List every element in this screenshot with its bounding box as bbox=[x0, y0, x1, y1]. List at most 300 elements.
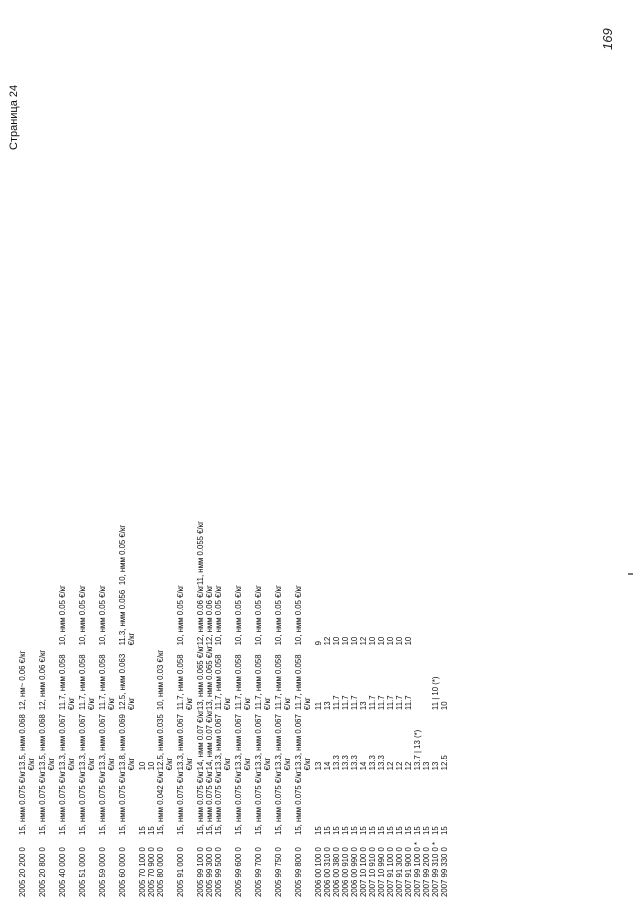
rate-cell bbox=[368, 710, 377, 770]
rate-value: 11.3, нмм 0.056 €/кг bbox=[118, 589, 136, 646]
table-row bbox=[332, 461, 341, 897]
tariff-code-cell bbox=[274, 835, 294, 897]
rate-cell bbox=[18, 521, 38, 585]
table-row bbox=[431, 461, 440, 897]
tariff-code-cell bbox=[323, 835, 332, 897]
rate-cell bbox=[38, 770, 58, 835]
table-row bbox=[118, 461, 138, 897]
tariff-code: 2005 99 100 0 bbox=[196, 847, 205, 897]
rate-cell bbox=[359, 710, 368, 770]
rate-value: 13.3, нмм 0.067 €/кг bbox=[98, 714, 116, 771]
table-row bbox=[254, 461, 274, 897]
tariff-code: 2005 60 000 0 bbox=[118, 847, 127, 897]
rate-cell bbox=[377, 461, 386, 521]
tariff-code: 2005 99 750 0 bbox=[274, 847, 283, 897]
tariff-code: 2006 00 310 0 bbox=[323, 847, 332, 897]
rate-value: 11.7 bbox=[404, 695, 413, 711]
rate-value: 12.5, нмм 0.035 €/кг bbox=[156, 714, 174, 771]
rate-cell bbox=[341, 770, 350, 835]
rate-value: 13.3 bbox=[350, 755, 359, 771]
rate-value: 15 bbox=[314, 826, 323, 835]
rate-cell bbox=[294, 521, 314, 585]
rate-cell bbox=[395, 585, 404, 645]
rate-cell bbox=[413, 770, 422, 835]
rate-value: 10, нмм 0.05 €/кг bbox=[118, 524, 127, 586]
rate-cell bbox=[214, 710, 234, 770]
tariff-code-cell bbox=[118, 835, 138, 897]
page-footer: Страница 24 bbox=[8, 84, 20, 150]
tariff-code: 2007 10 100 0 bbox=[359, 847, 368, 897]
tariff-code-cell bbox=[440, 835, 449, 897]
rate-value: 13 bbox=[431, 761, 440, 771]
tariff-code-cell bbox=[98, 835, 118, 897]
rate-value: 10 bbox=[440, 701, 449, 711]
rate-cell bbox=[98, 521, 118, 585]
tariff-code-cell bbox=[138, 835, 147, 897]
rate-cell bbox=[413, 461, 422, 521]
tariff-code: 2007 10 990 0 bbox=[377, 847, 386, 897]
tariff-code-cell bbox=[350, 835, 359, 897]
rate-cell bbox=[350, 770, 359, 835]
rate-cell bbox=[18, 645, 38, 710]
rate-cell bbox=[205, 585, 214, 645]
rate-value: 11.7 bbox=[368, 695, 377, 711]
table-row bbox=[98, 461, 118, 897]
rate-cell bbox=[440, 645, 449, 710]
tariff-code-cell bbox=[38, 835, 58, 897]
rate-cell bbox=[205, 461, 214, 521]
tariff-code: 2005 59 000 0 bbox=[98, 847, 107, 897]
rate-value: 15, нмм 0.075 €/кг bbox=[58, 770, 67, 835]
rate-cell bbox=[274, 710, 294, 770]
rate-cell bbox=[58, 585, 78, 645]
rate-cell bbox=[422, 770, 431, 835]
rate-value: 11.7 bbox=[377, 695, 386, 711]
rate-cell bbox=[254, 521, 274, 585]
rate-cell bbox=[440, 521, 449, 585]
rate-value: 10 bbox=[138, 761, 147, 771]
rate-cell bbox=[440, 770, 449, 835]
table-row bbox=[314, 461, 323, 897]
rate-value: 11.7, нмм 0.058 €/кг bbox=[98, 654, 116, 711]
rate-cell bbox=[431, 770, 440, 835]
rate-value: 13.3 bbox=[377, 755, 386, 771]
rate-cell bbox=[138, 770, 147, 835]
table-row bbox=[38, 461, 58, 897]
rate-cell bbox=[156, 585, 176, 645]
tariff-code: 2007 91 100 0 bbox=[386, 847, 395, 897]
rate-cell bbox=[395, 521, 404, 585]
rate-value: 15 bbox=[413, 826, 422, 835]
rate-cell bbox=[147, 585, 156, 645]
table-row bbox=[156, 461, 176, 897]
rate-value: 13.5, нмм 0.068 €/кг bbox=[38, 714, 56, 771]
tariff-code-cell bbox=[368, 835, 377, 897]
tariff-code: 2005 91 000 0 bbox=[176, 847, 185, 897]
rate-cell bbox=[156, 710, 176, 770]
tariff-code-cell bbox=[205, 835, 214, 897]
rate-value: 11.7, нмм 0.058 €/кг bbox=[176, 654, 194, 711]
rate-cell bbox=[332, 585, 341, 645]
rate-cell bbox=[58, 710, 78, 770]
rate-value: 11.7 bbox=[395, 695, 404, 711]
rate-cell bbox=[350, 461, 359, 521]
rate-value: 12 bbox=[395, 761, 404, 771]
rate-value: 13.3, нмм 0.067 €/кг bbox=[78, 714, 96, 771]
rate-cell bbox=[78, 461, 98, 521]
rate-cell bbox=[386, 770, 395, 835]
rate-cell bbox=[234, 461, 254, 521]
rate-cell bbox=[138, 645, 147, 710]
rate-cell bbox=[413, 521, 422, 585]
rate-value: 15 bbox=[404, 826, 413, 835]
rate-cell bbox=[404, 521, 413, 585]
rate-cell bbox=[156, 645, 176, 710]
tariff-code-cell bbox=[254, 835, 274, 897]
rate-cell bbox=[156, 770, 176, 835]
rate-cell bbox=[176, 461, 196, 521]
rate-value: 13.3, нмм 0.067 €/кг bbox=[214, 714, 232, 771]
tariff-code: 2005 99 600 0 bbox=[234, 847, 243, 897]
rate-cell bbox=[386, 710, 395, 770]
rate-cell bbox=[314, 770, 323, 835]
rate-value: 11.7 bbox=[341, 695, 350, 711]
rate-cell bbox=[58, 461, 78, 521]
tariff-code: 2006 00 910 0 bbox=[341, 847, 350, 897]
rate-value: 15 bbox=[377, 826, 386, 835]
rate-value: 10 bbox=[368, 636, 377, 646]
tariff-code-cell bbox=[78, 835, 98, 897]
tariff-code-cell bbox=[176, 835, 196, 897]
rate-cell bbox=[368, 521, 377, 585]
tariff-code-cell bbox=[156, 835, 176, 897]
rate-cell bbox=[18, 585, 38, 645]
tariff-code: 2005 70 100 0 bbox=[138, 847, 147, 897]
table-row bbox=[196, 461, 205, 897]
rate-value: 10, нмм 0.05 €/кг bbox=[214, 585, 223, 646]
rate-value: 15 bbox=[422, 826, 431, 835]
rate-value: 12 bbox=[386, 761, 395, 771]
rate-value: 10, нмм 0.03 €/кг bbox=[156, 649, 165, 711]
rate-cell bbox=[176, 770, 196, 835]
tariff-code: 2005 99 300 0 bbox=[205, 847, 214, 897]
rate-value: 15, нмм 0.075 €/кг bbox=[38, 770, 47, 835]
tariff-code: 2007 99 330 0 bbox=[440, 847, 449, 897]
rate-value: 10 bbox=[404, 636, 413, 646]
rate-value: 11.7, нмм 0.058 €/кг bbox=[214, 654, 232, 711]
table-row bbox=[386, 461, 395, 897]
table-row bbox=[440, 461, 449, 897]
rate-cell bbox=[431, 521, 440, 585]
rate-cell bbox=[422, 710, 431, 770]
rate-cell bbox=[205, 645, 214, 710]
rate-value: 10, нмм 0.05 €/кг bbox=[78, 585, 87, 646]
rate-cell bbox=[196, 710, 205, 770]
rate-cell bbox=[118, 461, 138, 521]
rate-cell bbox=[138, 710, 147, 770]
rate-value: 10, нмм 0.05 €/кг bbox=[98, 585, 107, 646]
rate-value: 15, нмм 0.075 €/кг bbox=[205, 770, 214, 835]
rate-cell bbox=[395, 461, 404, 521]
rate-cell bbox=[395, 710, 404, 770]
rate-cell bbox=[138, 461, 147, 521]
rate-cell bbox=[350, 645, 359, 710]
rate-cell bbox=[386, 461, 395, 521]
rate-cell bbox=[314, 585, 323, 645]
rate-cell bbox=[359, 585, 368, 645]
rate-value: 15, нмм 0.075 €/кг bbox=[78, 770, 87, 835]
rate-cell bbox=[98, 461, 118, 521]
tariff-code-cell bbox=[294, 835, 314, 897]
rate-value: 10 bbox=[341, 636, 350, 646]
rate-value: 13.3 bbox=[332, 755, 341, 771]
rate-cell bbox=[332, 645, 341, 710]
rate-cell bbox=[350, 521, 359, 585]
rate-value: 12, нмм 0.06 €/кг bbox=[38, 649, 47, 711]
rate-cell bbox=[368, 461, 377, 521]
tariff-code-cell bbox=[234, 835, 254, 897]
table-row bbox=[78, 461, 98, 897]
rate-cell bbox=[234, 710, 254, 770]
rate-cell bbox=[156, 521, 176, 585]
rate-cell bbox=[314, 521, 323, 585]
rate-cell bbox=[413, 585, 422, 645]
rate-cell bbox=[98, 710, 118, 770]
rate-value: 15 bbox=[386, 826, 395, 835]
tariff-code-cell bbox=[386, 835, 395, 897]
rate-cell bbox=[78, 645, 98, 710]
rate-value: 10, нмм 0.05 €/кг bbox=[176, 585, 185, 646]
rate-cell bbox=[38, 710, 58, 770]
rate-cell bbox=[422, 585, 431, 645]
rate-value: 13.3, нмм 0.067 €/кг bbox=[58, 714, 76, 771]
table-row bbox=[234, 461, 254, 897]
rate-cell bbox=[196, 521, 205, 585]
table-row bbox=[377, 461, 386, 897]
rate-cell bbox=[196, 461, 205, 521]
rate-cell bbox=[78, 770, 98, 835]
rate-value: 11, нмм 0.055 €/кг bbox=[196, 521, 205, 586]
rate-value: 12.5 bbox=[440, 755, 449, 771]
rate-value: 12.5, нмм 0.063 €/кг bbox=[118, 653, 136, 711]
rate-cell bbox=[404, 710, 413, 770]
rate-cell bbox=[422, 521, 431, 585]
rate-cell bbox=[422, 461, 431, 521]
rate-value: 14 bbox=[359, 761, 368, 771]
rate-cell bbox=[38, 521, 58, 585]
rate-cell bbox=[440, 710, 449, 770]
rate-value: 13.3 bbox=[341, 755, 350, 771]
rate-value: 15 bbox=[147, 826, 156, 835]
rate-cell bbox=[274, 645, 294, 710]
tariff-code: 2006 00 990 0 bbox=[350, 847, 359, 897]
rate-cell bbox=[377, 521, 386, 585]
rate-value: 11.7 bbox=[350, 695, 359, 711]
rate-cell bbox=[58, 521, 78, 585]
rate-value: 13, нмм 0.065 €/кг bbox=[196, 645, 205, 711]
rate-value: 15, нмм 0.075 €/кг bbox=[234, 770, 243, 835]
rate-value: 11.7, нмм 0.058 €/кг bbox=[274, 654, 292, 711]
rate-value: 13.3, нмм 0.067 €/кг bbox=[274, 714, 292, 771]
table-row bbox=[214, 461, 234, 897]
rate-cell bbox=[196, 585, 205, 645]
rate-cell bbox=[377, 770, 386, 835]
rate-value: 11 bbox=[314, 701, 323, 711]
tariff-code-cell bbox=[413, 835, 422, 897]
rate-cell bbox=[294, 645, 314, 710]
rate-cell bbox=[294, 710, 314, 770]
table-row bbox=[58, 461, 78, 897]
rate-value: 13.5, нмм 0.068 €/кг bbox=[18, 714, 36, 771]
rate-cell bbox=[78, 585, 98, 645]
rate-cell bbox=[377, 645, 386, 710]
rate-cell bbox=[98, 585, 118, 645]
table-row bbox=[147, 461, 156, 897]
rate-cell bbox=[431, 461, 440, 521]
rate-cell bbox=[254, 710, 274, 770]
tariff-code-cell bbox=[18, 835, 38, 897]
rate-cell bbox=[147, 710, 156, 770]
rate-cell bbox=[332, 770, 341, 835]
table-row bbox=[422, 461, 431, 897]
table-row bbox=[205, 461, 214, 897]
rate-cell bbox=[147, 461, 156, 521]
rate-cell bbox=[176, 521, 196, 585]
rate-value: 15 bbox=[440, 826, 449, 835]
rate-cell bbox=[341, 461, 350, 521]
rate-cell bbox=[341, 521, 350, 585]
tariff-code-cell bbox=[359, 835, 368, 897]
rate-cell bbox=[156, 461, 176, 521]
rate-value: 10, нмм 0.05 €/кг bbox=[274, 585, 283, 646]
rate-value: 11.7, нмм 0.058 €/кг bbox=[78, 654, 96, 711]
rate-cell bbox=[350, 710, 359, 770]
tariff-code-cell bbox=[431, 835, 440, 897]
rate-cell bbox=[214, 461, 234, 521]
rate-cell bbox=[205, 770, 214, 835]
rate-value: 12 bbox=[323, 636, 332, 646]
rate-cell bbox=[314, 710, 323, 770]
rate-value: 12, нм~ 0.06 €/кг bbox=[18, 650, 27, 711]
rate-cell bbox=[254, 645, 274, 710]
rate-value: 15, нмм 0.075 €/кг bbox=[294, 770, 303, 835]
rate-value: 13 bbox=[314, 761, 323, 771]
rate-cell bbox=[234, 521, 254, 585]
rate-value: 13.3, нмм 0.067 €/кг bbox=[254, 714, 272, 771]
rate-value: 13.8, нмм 0.069 €/кг bbox=[118, 714, 136, 771]
rate-cell bbox=[440, 461, 449, 521]
rate-cell bbox=[341, 710, 350, 770]
rate-value: 9 bbox=[314, 641, 323, 646]
rate-cell bbox=[404, 461, 413, 521]
rate-cell bbox=[274, 521, 294, 585]
tariff-code: 2006 00 100 0 bbox=[314, 847, 323, 897]
tariff-table bbox=[18, 461, 449, 897]
tariff-code-cell bbox=[214, 835, 234, 897]
rate-value: 15 bbox=[395, 826, 404, 835]
rate-value: 14, нмм 0.07 €/кг bbox=[205, 710, 214, 771]
rate-cell bbox=[38, 461, 58, 521]
rate-cell bbox=[78, 521, 98, 585]
tariff-code: 2007 10 910 0 bbox=[368, 847, 377, 897]
rate-cell bbox=[274, 585, 294, 645]
rate-value: 15, нмм 0.075 €/кг bbox=[18, 770, 27, 835]
rate-cell bbox=[205, 521, 214, 585]
rate-cell bbox=[18, 710, 38, 770]
tariff-code-cell bbox=[196, 835, 205, 897]
rate-cell bbox=[234, 645, 254, 710]
tariff-code-cell bbox=[404, 835, 413, 897]
table-row bbox=[274, 461, 294, 897]
rate-value: 15 bbox=[323, 826, 332, 835]
tariff-code-cell bbox=[377, 835, 386, 897]
rate-cell bbox=[395, 645, 404, 710]
rate-cell bbox=[214, 645, 234, 710]
rate-cell bbox=[118, 770, 138, 835]
tariff-code: 2007 99 100 0 * bbox=[413, 841, 422, 897]
table-row bbox=[413, 461, 422, 897]
table-row bbox=[395, 461, 404, 897]
rate-value: 11.7, нмм 0.058 €/кг bbox=[294, 654, 312, 711]
rate-value: 12, нмм 0.06 €/кг bbox=[196, 585, 205, 646]
rate-cell bbox=[332, 461, 341, 521]
rate-value: 10 bbox=[332, 636, 341, 646]
rate-cell bbox=[196, 645, 205, 710]
rate-cell bbox=[138, 585, 147, 645]
rate-value: 10, нмм 0.05 €/кг bbox=[58, 585, 67, 646]
rate-cell bbox=[359, 461, 368, 521]
rate-cell bbox=[38, 645, 58, 710]
rate-value: 13.3 bbox=[368, 755, 377, 771]
rate-value: 11.7, нмм 0.058 €/кг bbox=[58, 654, 76, 711]
rate-value: 11 | 10 (*) bbox=[431, 676, 440, 711]
rate-cell bbox=[214, 770, 234, 835]
rate-cell bbox=[118, 645, 138, 710]
rate-value: 11.7, нмм 0.058 €/кг bbox=[234, 654, 252, 711]
rate-cell bbox=[323, 710, 332, 770]
rate-value: 13.3, нмм 0.067 €/кг bbox=[294, 714, 312, 771]
table-row bbox=[323, 461, 332, 897]
rate-value: 10, нмм 0.05 €/кг bbox=[254, 585, 263, 646]
rate-cell bbox=[350, 585, 359, 645]
tariff-code: 2005 80 000 0 bbox=[156, 847, 165, 897]
rate-cell bbox=[274, 770, 294, 835]
tariff-code: 2005 70 900 0 bbox=[147, 847, 156, 897]
rate-value: 10 bbox=[377, 636, 386, 646]
rate-value: 15, нмм 0.075 €/кг bbox=[274, 770, 283, 835]
rate-cell bbox=[98, 645, 118, 710]
rate-cell bbox=[314, 461, 323, 521]
table-row bbox=[368, 461, 377, 897]
rate-value: 15 bbox=[138, 826, 147, 835]
rate-cell bbox=[404, 585, 413, 645]
rate-cell bbox=[323, 585, 332, 645]
tariff-code-cell bbox=[341, 835, 350, 897]
rate-value: 12 bbox=[359, 636, 368, 646]
rate-cell bbox=[58, 645, 78, 710]
tariff-table-body bbox=[18, 461, 449, 897]
rate-cell bbox=[332, 710, 341, 770]
rate-cell bbox=[176, 645, 196, 710]
rate-cell bbox=[118, 710, 138, 770]
tariff-code-cell bbox=[58, 835, 78, 897]
rate-value: 10, нмм 0.05 €/кг bbox=[294, 585, 303, 646]
rate-value: 13.3, нмм 0.067 €/кг bbox=[176, 714, 194, 771]
rate-cell bbox=[431, 585, 440, 645]
rate-value: 13, нмм 0.065 €/кг bbox=[205, 645, 214, 711]
rate-cell bbox=[294, 461, 314, 521]
rate-cell bbox=[323, 461, 332, 521]
